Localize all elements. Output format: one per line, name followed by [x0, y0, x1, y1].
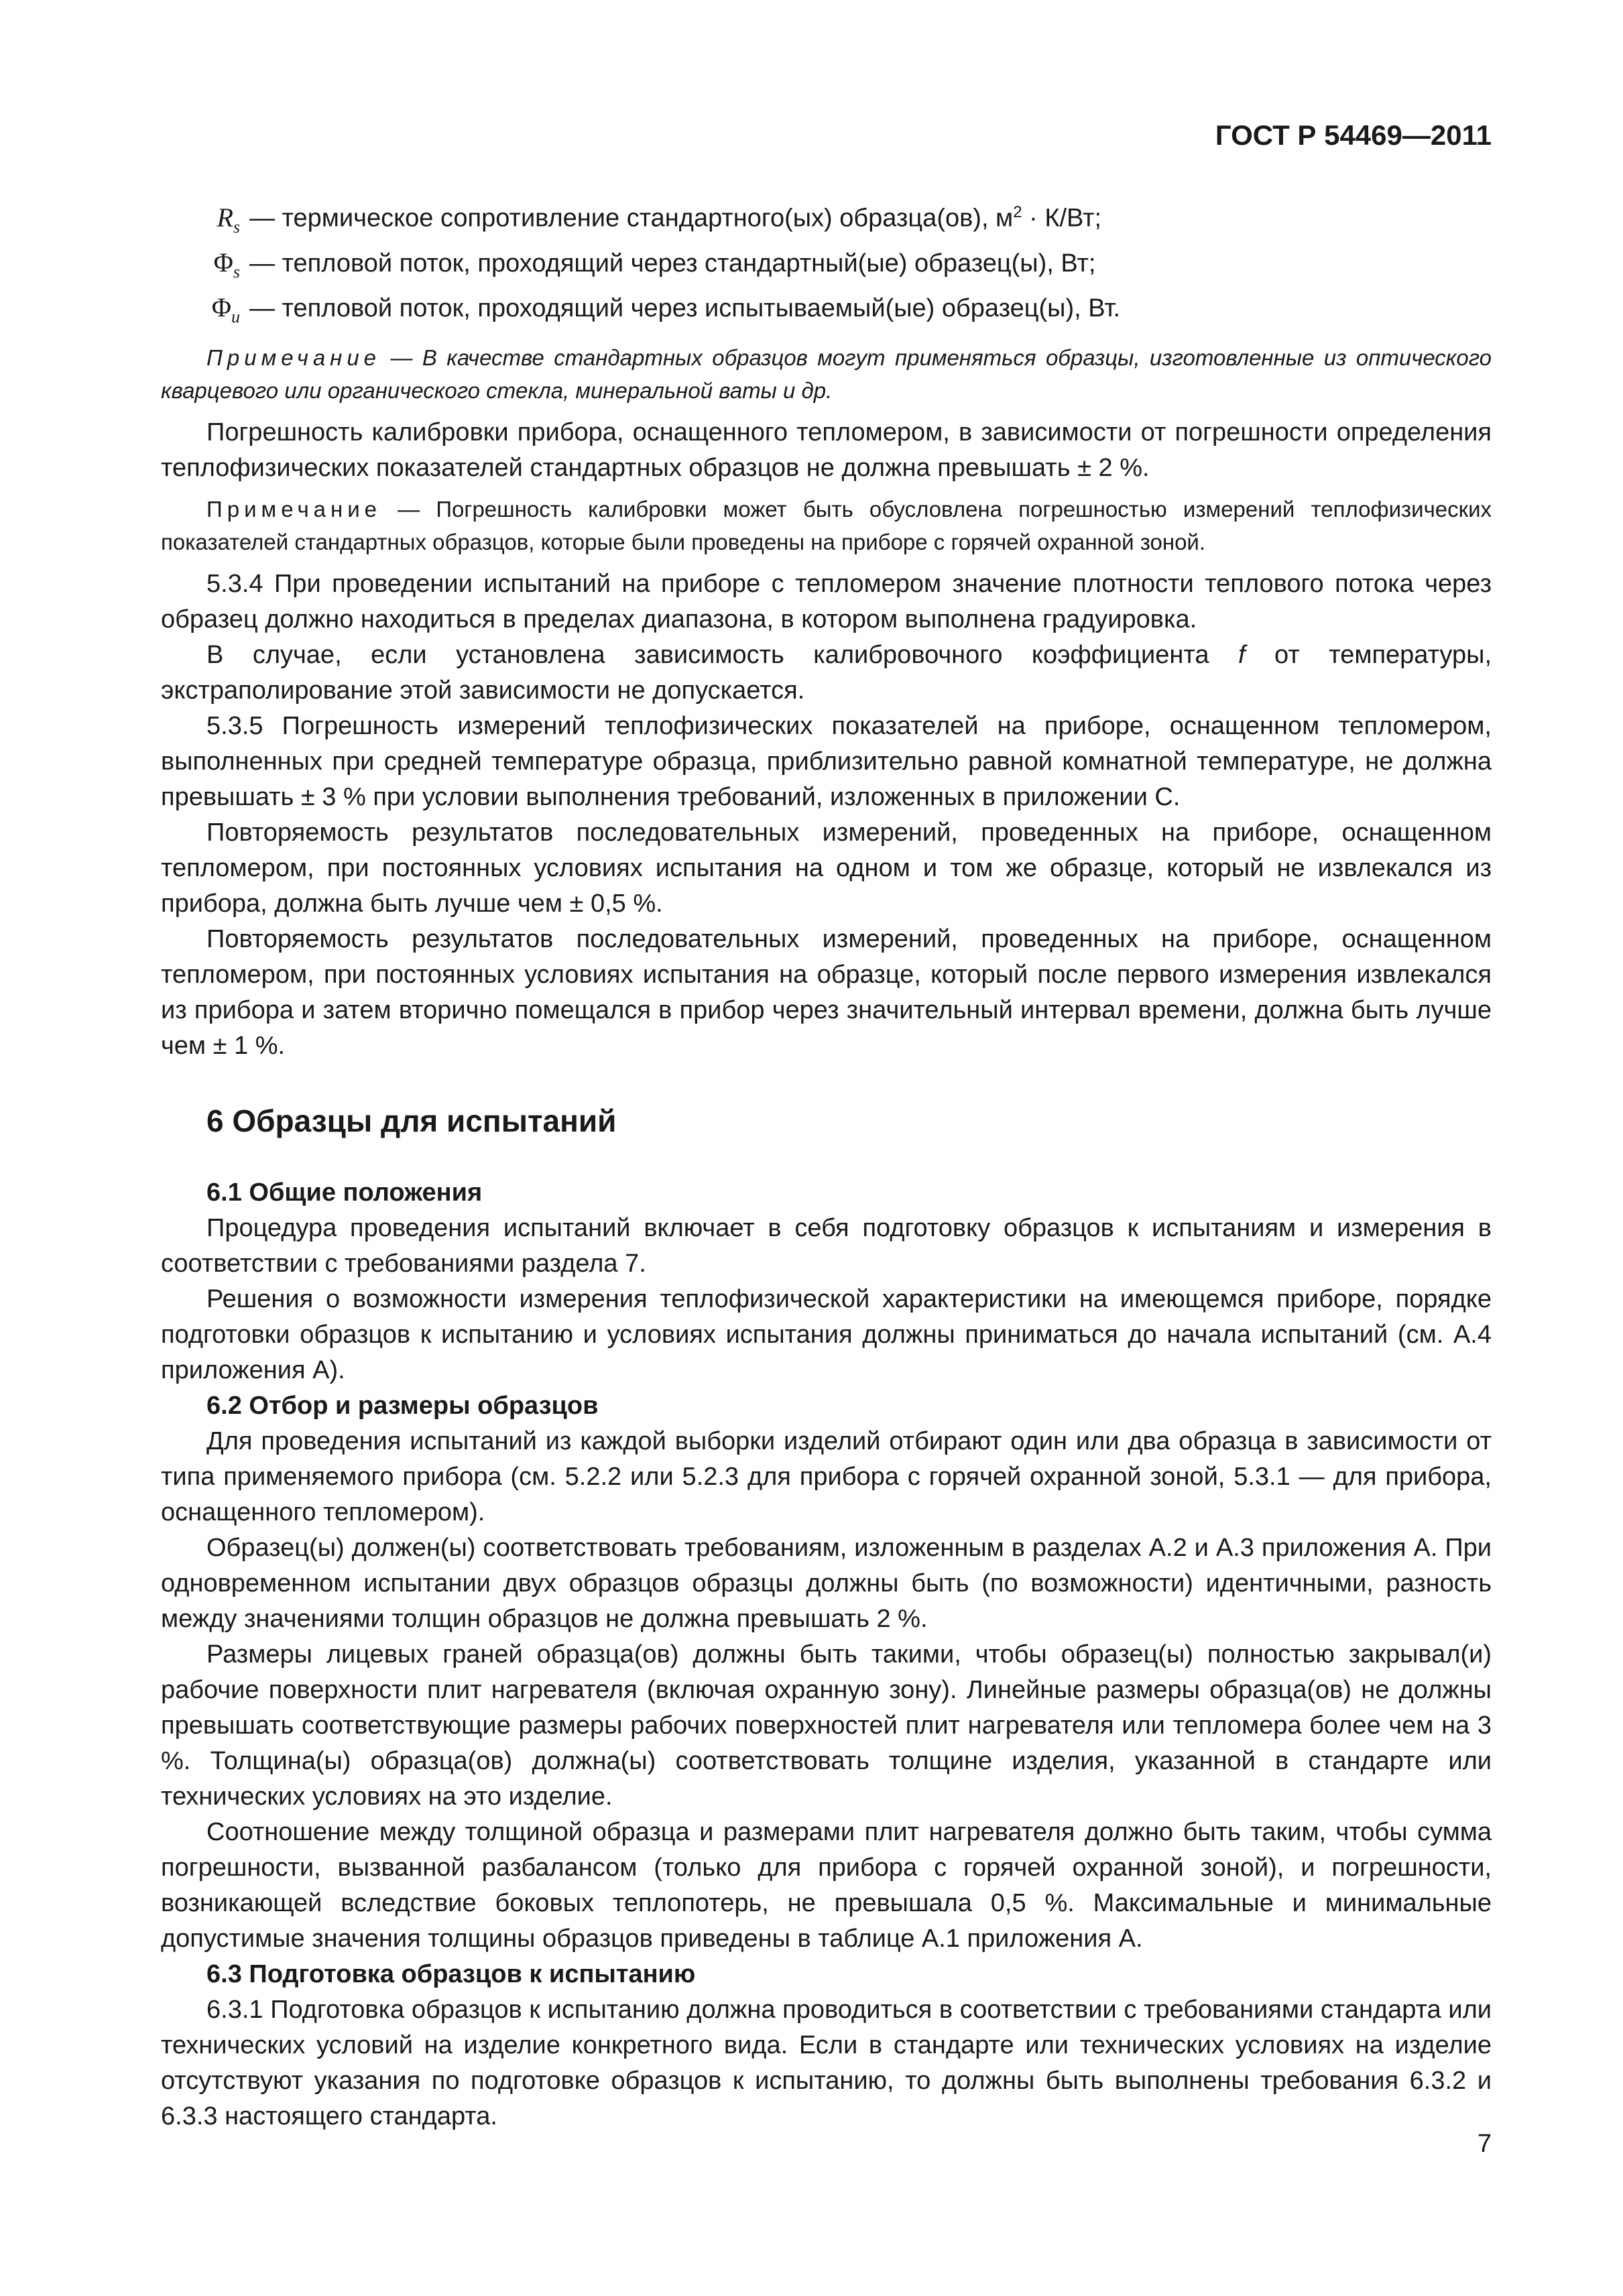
paragraph: Повторяемость результатов последовательных измерений, проведенных на приборе, оснащенном тепломером, при постоянных условиях испытания на образце, который после первого измерения извлекался из прибора и затем вторично помещался в прибор через значительный интервал времени, должна быть лучше чем ± 1 %. [161, 924, 1492, 1060]
note-calibration-error: Примечание — Погрешность калибровки может быть обусловлена погрешностью измерений теплофизических показателей стандартных образцов, которые были проведены на приборе с горячей охранной зоной. [161, 496, 1492, 554]
paragraph: Соотношение между толщиной образца и размерами плит нагревателя должно быть таким, чтобы сумма погрешности, вызванной разбалансом (только для прибора с горячей охранной зоной), и погрешности, возникающей вследствие боковых теплопотерь, не превышала 0,5 %. Максимальные и минимальные допустимые значения толщины образцов приведены в таблице А.1 приложения А. [161, 1817, 1492, 1953]
page-number: 7 [1477, 2130, 1492, 2158]
definition-text: — тепловой поток, проходящий через стандартный(ые) образец(ы), Вт; [249, 249, 1096, 278]
symbol-phi-s: $\Phi_s$ [213, 247, 240, 282]
paragraph: Размеры лицевых граней образца(ов) должны быть такими, чтобы образец(ы) полностью закрывал(и) рабочие поверхности плит нагревателя (включая охранную зону). Линейные размеры образца(ов) не должны превышать соответствующие размеры рабочих поверхностей плит нагревателя или тепломера более чем на 3 %. Толщина(ы) образца(ов) должна(ы) соответствовать толщине изделия, указанной в стандарте или технических условиях на это изделие. [161, 1640, 1492, 1811]
paragraph: Образец(ы) должен(ы) соответствовать требованиям, изложенным в разделах А.2 и А.3 приложения А. При одновременном испытании двух образцов образцы должны быть (по возможности) идентичными, разность между значениями толщин образцов не должна превышать 2 %. [161, 1533, 1492, 1633]
definition-text: — термическое сопротивление стандартного(ых) образца(ов), $м^2 \cdot К/Вт$; [249, 203, 1102, 233]
definition-phi-u [182, 290, 1492, 335]
section-6-title: 6 Образцы для испытаний [206, 1103, 617, 1138]
symbol-phi-u: $\Phi_u$ [211, 292, 240, 326]
note-standard-samples: Примечание — В качестве стандартных образцов могут применяться образцы, изготовленные из оптического кварцевого или органического стекла, минеральной ваты и др. [161, 345, 1492, 403]
paragraph-6-3-1: 6.3.1 Подготовка образцов к испытанию должна проводиться в соответствии с требованиями стандарта или технических условий на изделие конкретного вида. Если в стандарте или технических условиях на изделие отсутствуют указания по подготовке образцов к испытанию, то должны быть выполнены требования 6.3.2 и 6.3.3 настоящего стандарта. [161, 1995, 1492, 2130]
paragraph: Повторяемость результатов последовательных измерений, проведенных на приборе, оснащенном тепломером, при постоянных условиях испытания на одном и том же образце, который не извлекался из прибора, должна быть лучше чем ± 0,5 %. [161, 818, 1492, 918]
paragraph: Погрешность калибровки прибора, оснащенного тепломером, в зависимости от погрешности определения теплофизических показателей стандартных образцов не должна превышать ± 2 %. [161, 418, 1492, 482]
subsection-6-2-title: 6.2 Отбор и размеры образцов [206, 1391, 599, 1420]
paragraph: В случае, если установлена зависимость калибровочного коэффициента f от температуры, экстраполирование этой зависимости не допускается. [161, 640, 1492, 705]
paragraph-5-3-5: 5.3.5 Погрешность измерений теплофизических показателей на приборе, оснащенном тепломером, выполненных при средней температуре образца, приблизительно равной комнатной температуре, не должна превышать ± 3 % при условии выполнения требований, изложенных в приложении С. [161, 711, 1492, 811]
paragraph: Для проведения испытаний из каждой выборки изделий отбирают один или два образца в зависимости от типа применяемого прибора (см. 5.2.2 или 5.2.3 для прибора с горячей охранной зоной, 5.3.1 — для прибора, оснащенного тепломером). [161, 1427, 1492, 1526]
paragraph: Процедура проведения испытаний включает в себя подготовку образцов к испытаниям и измерения в соответствии с требованиями раздела 7. [161, 1213, 1492, 1278]
symbol-definitions [182, 194, 1492, 335]
definition-rs [182, 194, 1492, 245]
page-content [161, 194, 1492, 2134]
paragraph: Решения о возможности измерения теплофизической характеристики на имеющемся приборе, порядке подготовки образцов к испытанию и условиях испытания должны приниматься до начала испытаний (см. А.4 приложения А). [161, 1284, 1492, 1384]
symbol-rs: $R_s$ [217, 202, 240, 237]
subsection-6-1-title: 6.1 Общие положения [206, 1178, 483, 1207]
definition-phi-s [182, 245, 1492, 290]
document-code-header: ГОСТ Р 54469—2011 [1215, 119, 1492, 151]
paragraph-5-3-4: 5.3.4 При проведении испытаний на приборе с тепломером значение плотности теплового потока через образец должно находиться в пределах диапазона, в котором выполнена градуировка. [161, 569, 1492, 633]
subsection-6-3-title: 6.3 Подготовка образцов к испытанию [206, 1959, 696, 1988]
definition-text: — тепловой поток, проходящий через испытываемый(ые) образец(ы), Вт. [249, 294, 1121, 322]
